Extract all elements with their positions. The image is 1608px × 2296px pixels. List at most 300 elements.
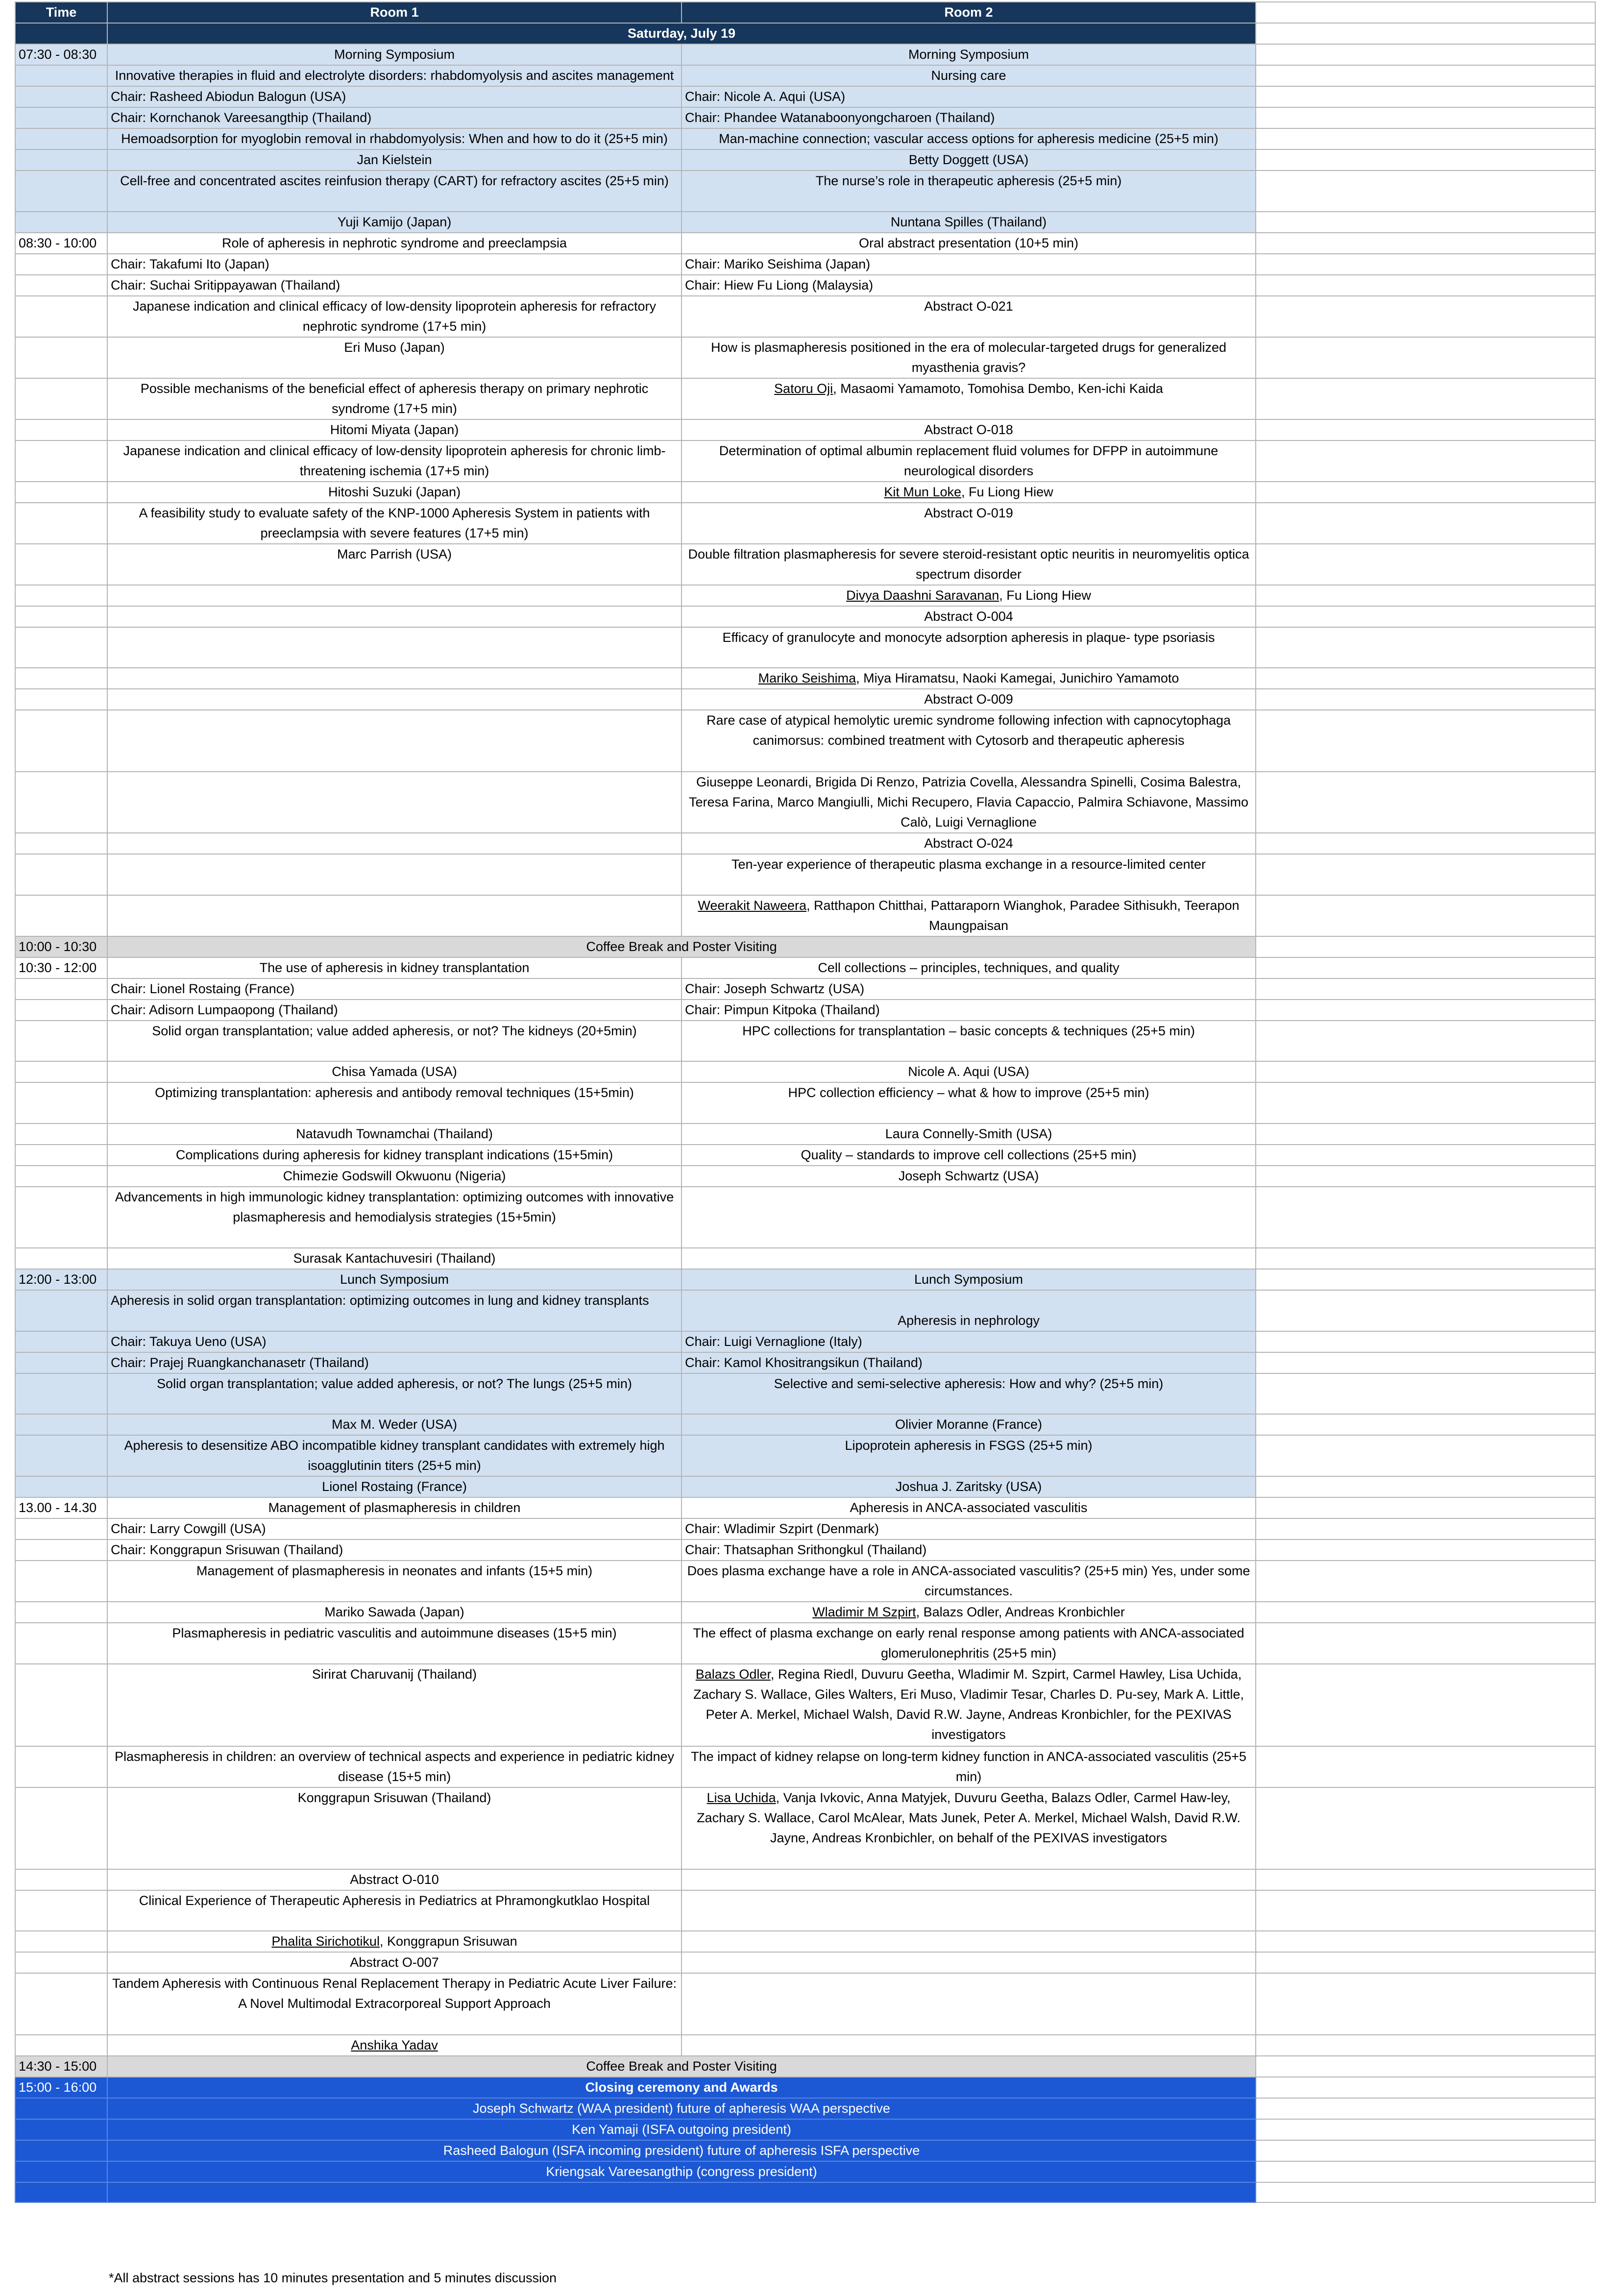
schedule-row — [15, 1787, 1595, 1869]
schedule-row — [15, 1061, 1595, 1082]
room2-cell — [682, 1952, 1256, 1973]
room1-cell: Cell-free and concentrated ascites reinfusion therapy (CART) for refractory ascites (25+5 min) — [107, 171, 682, 212]
time-cell — [15, 128, 107, 149]
schedule-row — [15, 86, 1595, 107]
merged-session-cell: Rasheed Balogun (ISFA incoming president) future of apheresis ISFA perspective — [107, 2140, 1256, 2161]
extra-cell — [1256, 2161, 1595, 2182]
time-cell — [15, 212, 107, 233]
merged-session-cell: Coffee Break and Poster Visiting — [107, 936, 1256, 957]
schedule-row — [15, 503, 1595, 544]
room1-cell: Abstract O-007 — [107, 1952, 682, 1973]
schedule-row — [15, 275, 1595, 296]
schedule-row — [15, 1269, 1595, 1290]
extra-cell — [1256, 689, 1595, 710]
schedule-row — [15, 1931, 1595, 1952]
time-cell — [15, 2119, 107, 2140]
room2-cell: Morning Symposium — [682, 44, 1256, 65]
room2-cell: The impact of kidney relapse on long-term kidney function in ANCA-associated vasculitis (25+5 min) — [682, 1746, 1256, 1787]
room1-cell: Chair: Konggrapun Srisuwan (Thailand) — [107, 1539, 682, 1561]
schedule-row — [15, 710, 1595, 771]
footnote: *All abstract sessions has 10 minutes presentation and 5 minutes discussion — [109, 2271, 557, 2285]
extra-cell — [1256, 1973, 1595, 2034]
time-cell — [15, 1890, 107, 1931]
room2-cell: Oral abstract presentation (10+5 min) — [682, 233, 1256, 254]
room2-cell: Chair: Thatsaphan Srithongkul (Thailand) — [682, 1539, 1256, 1561]
room2-cell: Laura Connelly-Smith (USA) — [682, 1124, 1256, 1145]
room2-cell: Quality – standards to improve cell collections (25+5 min) — [682, 1145, 1256, 1166]
room1-cell: Surasak Kantachuvesiri (Thailand) — [107, 1248, 682, 1269]
room1-cell: Chair: Suchai Sritippayawan (Thailand) — [107, 275, 682, 296]
room1-cell — [107, 1931, 682, 1952]
schedule-row — [15, 2035, 1595, 2056]
time-cell — [15, 296, 107, 337]
schedule-row — [15, 2140, 1595, 2161]
schedule-row — [15, 1145, 1595, 1166]
room2-cell — [682, 1248, 1256, 1269]
time-cell — [15, 1476, 107, 1497]
room1-cell — [107, 2035, 682, 2056]
room2-cell — [682, 1664, 1256, 1746]
room2-cell: Apheresis in nephrology — [682, 1290, 1256, 1331]
merged-session-cell: Closing ceremony and Awards — [107, 2077, 1256, 2098]
extra-cell — [1256, 710, 1595, 771]
room2-cell — [682, 378, 1256, 419]
room1-cell: Management of plasmapheresis in neonates and infants (15+5 min) — [107, 1561, 682, 1602]
extra-cell — [1256, 1539, 1595, 1561]
day-time-cell — [15, 23, 107, 44]
room1-cell: Lunch Symposium — [107, 1269, 682, 1290]
time-cell — [15, 337, 107, 378]
schedule-row — [15, 1890, 1595, 1931]
schedule-row — [15, 1248, 1595, 1269]
time-cell — [15, 86, 107, 107]
merged-session-cell: Coffee Break and Poster Visiting — [107, 2056, 1256, 2077]
extra-cell — [1256, 1269, 1595, 1290]
extra-cell — [1256, 1623, 1595, 1664]
room1-cell: Role of apheresis in nephrotic syndrome and preeclampsia — [107, 233, 682, 254]
time-cell: 13.00 - 14.30 — [15, 1497, 107, 1518]
schedule-row — [15, 1331, 1595, 1352]
time-cell — [15, 978, 107, 1000]
extra-cell — [1256, 107, 1595, 128]
room2-cell: Joseph Schwartz (USA) — [682, 1166, 1256, 1187]
room2-cell: Apheresis in ANCA-associated vasculitis — [682, 1497, 1256, 1518]
time-cell — [15, 1561, 107, 1602]
time-cell: 07:30 - 08:30 — [15, 44, 107, 65]
room1-cell: Plasmapheresis in pediatric vasculitis and autoimmune diseases (15+5 min) — [107, 1623, 682, 1664]
extra-cell — [1256, 1497, 1595, 1518]
time-cell — [15, 2140, 107, 2161]
extra-cell — [1256, 128, 1595, 149]
schedule-row — [15, 1373, 1595, 1415]
room2-cell-rest: , Regina Riedl, Duvuru Geetha, Wladimir M. Szpirt, Carmel Hawley, Lisa Uchida, Zachary S. Wallace, Giles Walters, Eri Muso, Vladimir Tesar, Charles D. Pu-sey, Mark A. Little, Peter A. Merkel, Michael Walsh, David R.W. Jayne, Andreas Kronbichler, for the PEXIVAS investigators — [693, 1667, 1244, 1742]
schedule-row — [15, 440, 1595, 482]
extra-cell — [1256, 254, 1595, 275]
time-cell — [15, 1061, 107, 1082]
room2-cell: HPC collections for transplantation – basic concepts & techniques (25+5 min) — [682, 1021, 1256, 1062]
room2-cell: Chair: Luigi Vernaglione (Italy) — [682, 1331, 1256, 1352]
room2-cell-underlined-author: Satoru Oji — [774, 381, 833, 396]
schedule-row — [15, 107, 1595, 128]
schedule-table — [15, 1, 1596, 2203]
extra-cell — [1256, 1414, 1595, 1435]
room1-cell: Management of plasmapheresis in children — [107, 1497, 682, 1518]
room1-cell: The use of apheresis in kidney transplantation — [107, 957, 682, 978]
room2-cell: Abstract O-004 — [682, 606, 1256, 627]
schedule-row — [15, 585, 1595, 606]
extra-cell — [1256, 149, 1595, 171]
room2-cell: The effect of plasma exchange on early renal response among patients with ANCA-associated glomerulonephritis (25+5 min) — [682, 1623, 1256, 1664]
room2-cell: Betty Doggett (USA) — [682, 149, 1256, 171]
time-cell — [15, 1124, 107, 1145]
extra-cell — [1256, 1290, 1595, 1331]
room1-cell: Complications during apheresis for kidney transplant indications (15+5min) — [107, 1145, 682, 1166]
extra-cell — [1256, 1145, 1595, 1166]
extra-cell — [1256, 1518, 1595, 1539]
room1-cell: Tandem Apheresis with Continuous Renal Replacement Therapy in Pediatric Acute Liver Failure: A Novel Multimodal Extracorporeal Support Approach — [107, 1973, 682, 2034]
schedule-row — [15, 65, 1595, 86]
room2-cell-rest: , Masaomi Yamamoto, Tomohisa Dembo, Ken-ichi Kaida — [833, 381, 1163, 396]
room2-cell: Nuntana Spilles (Thailand) — [682, 212, 1256, 233]
header-row — [15, 2, 1595, 23]
time-cell — [15, 772, 107, 833]
room2-cell: Chair: Phandee Watanaboonyongcharoen (Thailand) — [682, 107, 1256, 128]
room1-cell — [107, 895, 682, 936]
schedule-row — [15, 1021, 1595, 1062]
time-cell — [15, 710, 107, 771]
extra-cell — [1256, 668, 1595, 689]
schedule-row — [15, 337, 1595, 378]
time-cell — [15, 689, 107, 710]
room1-cell: Chair: Takuya Ueno (USA) — [107, 1331, 682, 1352]
schedule-row — [15, 1290, 1595, 1331]
extra-cell — [1256, 233, 1595, 254]
room1-cell: Apheresis to desensitize ABO incompatible kidney transplant candidates with extremely high isoagglutinin titers (25+5 min) — [107, 1435, 682, 1476]
time-cell — [15, 1000, 107, 1021]
room2-cell — [682, 1890, 1256, 1931]
room1-cell: Max M. Weder (USA) — [107, 1414, 682, 1435]
room2-cell: Chair: Joseph Schwartz (USA) — [682, 978, 1256, 1000]
schedule-row — [15, 1124, 1595, 1145]
time-cell — [15, 1166, 107, 1187]
room2-cell-underlined-author: Weerakit Naweera — [698, 898, 807, 913]
room1-cell: Lionel Rostaing (France) — [107, 1476, 682, 1497]
room1-cell: Chair: Larry Cowgill (USA) — [107, 1518, 682, 1539]
extra-cell — [1256, 1435, 1595, 1476]
schedule-row — [15, 1623, 1595, 1664]
schedule-row — [15, 296, 1595, 337]
room1-cell: Chair: Prajej Ruangkanchanasetr (Thailand) — [107, 1352, 682, 1373]
room2-cell — [682, 585, 1256, 606]
header-time: Time — [15, 2, 107, 23]
extra-cell — [1256, 2035, 1595, 2056]
room1-cell — [107, 710, 682, 771]
time-cell — [15, 1623, 107, 1664]
schedule-row — [15, 482, 1595, 503]
schedule-row — [15, 149, 1595, 171]
schedule-row — [15, 936, 1595, 957]
room1-cell — [107, 854, 682, 895]
room2-cell — [682, 1187, 1256, 1248]
extra-cell — [1256, 1248, 1595, 1269]
day-extra-cell — [1256, 23, 1595, 44]
room2-cell: The nurse’s role in therapeutic apheresis (25+5 min) — [682, 171, 1256, 212]
schedule-row — [15, 1561, 1595, 1602]
schedule-row — [15, 1497, 1595, 1518]
room1-cell: Chimezie Godswill Okwuonu (Nigeria) — [107, 1166, 682, 1187]
room2-cell: Man-machine connection; vascular access options for apheresis medicine (25+5 min) — [682, 128, 1256, 149]
schedule-row — [15, 957, 1595, 978]
room2-cell: Chair: Hiew Fu Liong (Malaysia) — [682, 275, 1256, 296]
schedule-body — [15, 2, 1595, 2202]
room1-cell: Hemoadsorption for myoglobin removal in rhabdomyolysis: When and how to do it (25+5 min) — [107, 128, 682, 149]
merged-session-cell: Joseph Schwartz (WAA president) future of apheresis WAA perspective — [107, 2098, 1256, 2119]
extra-cell — [1256, 1082, 1595, 1124]
room1-cell: Eri Muso (Japan) — [107, 337, 682, 378]
merged-session-cell — [107, 2182, 1256, 2203]
time-cell — [15, 1931, 107, 1952]
room2-cell-underlined-author: Wladimir M Szpirt — [812, 1605, 916, 1620]
time-cell — [15, 149, 107, 171]
time-cell — [15, 606, 107, 627]
room2-cell: Giuseppe Leonardi, Brigida Di Renzo, Patrizia Covella, Alessandra Spinelli, Cosima Balestra, Teresa Farina, Marco Mangiulli, Michi Recupero, Flavia Capaccio, Palmira Schiavone, Massimo Calò, Luigi Vernaglione — [682, 772, 1256, 833]
header-extra-cell — [1256, 2, 1595, 23]
schedule-row — [15, 1166, 1595, 1187]
extra-cell — [1256, 1952, 1595, 1973]
schedule-row — [15, 627, 1595, 668]
extra-cell — [1256, 854, 1595, 895]
extra-cell — [1256, 1021, 1595, 1062]
room2-cell-rest: , Vanja Ivkovic, Anna Matyjek, Duvuru Geetha, Balazs Odler, Carmel Haw-ley, Zachary S. Wallace, Carol McAlear, Mats Junek, Peter A. Merkel, Michael Walsh, David R.W. Jayne, Andreas Kronbichler, on behalf of the PEXIVAS investigators — [697, 1790, 1241, 1845]
extra-cell — [1256, 1602, 1595, 1623]
room2-cell: How is plasmapheresis positioned in the era of molecular-targeted drugs for generalized myasthenia gravis? — [682, 337, 1256, 378]
time-cell — [15, 544, 107, 585]
extra-cell — [1256, 1561, 1595, 1602]
schedule-row — [15, 854, 1595, 895]
time-cell — [15, 65, 107, 86]
time-cell: 14:30 - 15:00 — [15, 2056, 107, 2077]
room1-cell: Japanese indication and clinical efficacy of low-density lipoprotein apheresis for chronic limb-threatening ischemia (17+5 min) — [107, 440, 682, 482]
room1-cell: Jan Kielstein — [107, 149, 682, 171]
extra-cell — [1256, 1746, 1595, 1787]
merged-session-cell: Kriengsak Vareesangthip (congress president) — [107, 2161, 1256, 2182]
time-cell — [15, 1952, 107, 1973]
schedule-row — [15, 668, 1595, 689]
room2-cell: Chair: Kamol Khositrangsikun (Thailand) — [682, 1352, 1256, 1373]
day-title: Saturday, July 19 — [107, 23, 1256, 44]
room2-cell — [682, 1602, 1256, 1623]
extra-cell — [1256, 1373, 1595, 1415]
room2-cell: Abstract O-018 — [682, 419, 1256, 440]
room2-cell — [682, 1869, 1256, 1890]
room2-cell: Determination of optimal albumin replacement fluid volumes for DFPP in autoimmune neurological disorders — [682, 440, 1256, 482]
room1-cell: Apheresis in solid organ transplantation: optimizing outcomes in lung and kidney transplants — [107, 1290, 682, 1331]
room1-cell: Sirirat Charuvanij (Thailand) — [107, 1664, 682, 1746]
schedule-row — [15, 1187, 1595, 1248]
room2-cell: Chair: Nicole A. Aqui (USA) — [682, 86, 1256, 107]
room1-cell — [107, 668, 682, 689]
room1-cell-underlined-author: Phalita Sirichotikul — [271, 1934, 380, 1949]
time-cell — [15, 1435, 107, 1476]
room2-cell-rest: , Ratthapon Chitthai, Pattaraporn Wianghok, Paradee Sithisukh, Teerapon Maungpaisan — [806, 898, 1240, 933]
schedule-row — [15, 2077, 1595, 2098]
time-cell: 15:00 - 16:00 — [15, 2077, 107, 2098]
schedule-row — [15, 978, 1595, 1000]
time-cell — [15, 440, 107, 482]
extra-cell — [1256, 1166, 1595, 1187]
room1-cell: Yuji Kamijo (Japan) — [107, 212, 682, 233]
room1-cell-rest: , Konggrapun Srisuwan — [379, 1934, 517, 1949]
extra-cell — [1256, 1931, 1595, 1952]
extra-cell — [1256, 2098, 1595, 2119]
room2-cell: Rare case of atypical hemolytic uremic syndrome following infection with capnocytophaga canimorsus: combined treatment with Cytosorb and therapeutic apheresis — [682, 710, 1256, 771]
room2-cell: Efficacy of granulocyte and monocyte adsorption apheresis in plaque- type psoriasis — [682, 627, 1256, 668]
extra-cell — [1256, 2056, 1595, 2077]
schedule-row — [15, 2098, 1595, 2119]
day-row — [15, 23, 1595, 44]
room1-cell: Clinical Experience of Therapeutic Apheresis in Pediatrics at Phramongkutklao Hospital — [107, 1890, 682, 1931]
room2-cell-rest: , Fu Liong Hiew — [961, 484, 1053, 499]
room2-cell: Abstract O-024 — [682, 833, 1256, 854]
extra-cell — [1256, 1331, 1595, 1352]
room1-cell: Japanese indication and clinical efficacy of low-density lipoprotein apheresis for refractory nephrotic syndrome (17+5 min) — [107, 296, 682, 337]
time-cell: 10:30 - 12:00 — [15, 957, 107, 978]
room2-cell: Chair: Mariko Seishima (Japan) — [682, 254, 1256, 275]
room2-cell — [682, 895, 1256, 936]
extra-cell — [1256, 2077, 1595, 2098]
room2-cell-underlined-author: Divya Daashni Saravanan — [846, 587, 999, 603]
time-cell — [15, 419, 107, 440]
schedule-row — [15, 689, 1595, 710]
time-cell — [15, 1869, 107, 1890]
time-cell: 08:30 - 10:00 — [15, 233, 107, 254]
schedule-row — [15, 1602, 1595, 1623]
room1-cell: Konggrapun Srisuwan (Thailand) — [107, 1787, 682, 1869]
time-cell — [15, 503, 107, 544]
extra-cell — [1256, 1476, 1595, 1497]
room1-cell: Natavudh Townamchai (Thailand) — [107, 1124, 682, 1145]
extra-cell — [1256, 86, 1595, 107]
extra-cell — [1256, 585, 1595, 606]
extra-cell — [1256, 503, 1595, 544]
time-cell — [15, 668, 107, 689]
room2-cell-rest: , Miya Hiramatsu, Naoki Kamegai, Junichiro Yamamoto — [856, 671, 1179, 686]
time-cell — [15, 254, 107, 275]
schedule-row — [15, 171, 1595, 212]
time-cell: 10:00 - 10:30 — [15, 936, 107, 957]
room2-cell: Nursing care — [682, 65, 1256, 86]
room2-cell-underlined-author: Mariko Seishima — [758, 671, 856, 686]
schedule-row — [15, 128, 1595, 149]
schedule-row — [15, 833, 1595, 854]
extra-cell — [1256, 895, 1595, 936]
extra-cell — [1256, 957, 1595, 978]
room2-cell-rest: , Fu Liong Hiew — [999, 587, 1091, 603]
extra-cell — [1256, 296, 1595, 337]
extra-cell — [1256, 1787, 1595, 1869]
extra-cell — [1256, 1000, 1595, 1021]
schedule-row — [15, 1664, 1595, 1746]
schedule-row — [15, 1000, 1595, 1021]
extra-cell — [1256, 606, 1595, 627]
room1-cell — [107, 585, 682, 606]
room2-cell — [682, 1931, 1256, 1952]
extra-cell — [1256, 1061, 1595, 1082]
room2-cell: Joshua J. Zaritsky (USA) — [682, 1476, 1256, 1497]
schedule-row — [15, 2161, 1595, 2182]
room2-cell: Ten-year experience of therapeutic plasma exchange in a resource-limited center — [682, 854, 1256, 895]
time-cell — [15, 1746, 107, 1787]
schedule-row — [15, 1869, 1595, 1890]
header-room1: Room 1 — [107, 2, 682, 23]
schedule-row — [15, 1746, 1595, 1787]
time-cell — [15, 482, 107, 503]
extra-cell — [1256, 378, 1595, 419]
extra-cell — [1256, 772, 1595, 833]
extra-cell — [1256, 440, 1595, 482]
room1-cell: Solid organ transplantation; value added apheresis, or not? The kidneys (20+5min) — [107, 1021, 682, 1062]
time-cell — [15, 1518, 107, 1539]
room1-cell: Chair: Rasheed Abiodun Balogun (USA) — [107, 86, 682, 107]
time-cell — [15, 2161, 107, 2182]
schedule-row — [15, 254, 1595, 275]
room2-cell: Does plasma exchange have a role in ANCA-associated vasculitis? (25+5 min) Yes, under some circumstances. — [682, 1561, 1256, 1602]
extra-cell — [1256, 1124, 1595, 1145]
time-cell — [15, 627, 107, 668]
schedule-row — [15, 1476, 1595, 1497]
extra-cell — [1256, 44, 1595, 65]
time-cell — [15, 378, 107, 419]
room1-cell: Optimizing transplantation: apheresis and antibody removal techniques (15+5min) — [107, 1082, 682, 1124]
extra-cell — [1256, 1664, 1595, 1746]
schedule-row — [15, 419, 1595, 440]
time-cell — [15, 1973, 107, 2034]
extra-cell — [1256, 978, 1595, 1000]
schedule-row — [15, 1352, 1595, 1373]
schedule-row — [15, 606, 1595, 627]
extra-cell — [1256, 65, 1595, 86]
schedule-row — [15, 1082, 1595, 1124]
extra-cell — [1256, 212, 1595, 233]
schedule-row — [15, 212, 1595, 233]
room1-cell: Chair: Adisorn Lumpaopong (Thailand) — [107, 1000, 682, 1021]
room2-cell: Cell collections – principles, techniques, and quality — [682, 957, 1256, 978]
time-cell — [15, 1787, 107, 1869]
room1-cell: Morning Symposium — [107, 44, 682, 65]
time-cell — [15, 1664, 107, 1746]
room2-cell: Selective and semi-selective apheresis: How and why? (25+5 min) — [682, 1373, 1256, 1415]
merged-session-cell: Ken Yamaji (ISFA outgoing president) — [107, 2119, 1256, 2140]
room2-cell: Lunch Symposium — [682, 1269, 1256, 1290]
room2-cell: Abstract O-021 — [682, 296, 1256, 337]
extra-cell — [1256, 544, 1595, 585]
room2-cell-underlined-author: Balazs Odler — [695, 1667, 771, 1682]
room1-cell: A feasibility study to evaluate safety of the KNP-1000 Apheresis System in patients with preeclampsia with severe features (17+5 min) — [107, 503, 682, 544]
room1-cell: Marc Parrish (USA) — [107, 544, 682, 585]
room1-cell-underlined-author: Anshika Yadav — [351, 2037, 438, 2052]
extra-cell — [1256, 936, 1595, 957]
time-cell — [15, 171, 107, 212]
room1-cell: Advancements in high immunologic kidney transplantation: optimizing outcomes with innovative plasmapheresis and hemodialysis strategies (15+5min) — [107, 1187, 682, 1248]
schedule-row — [15, 2182, 1595, 2203]
extra-cell — [1256, 1187, 1595, 1248]
schedule-row — [15, 1518, 1595, 1539]
room1-cell — [107, 627, 682, 668]
time-cell — [15, 585, 107, 606]
header-room2: Room 2 — [682, 2, 1256, 23]
room1-cell: Innovative therapies in fluid and electrolyte disorders: rhabdomyolysis and ascites management — [107, 65, 682, 86]
time-cell — [15, 107, 107, 128]
